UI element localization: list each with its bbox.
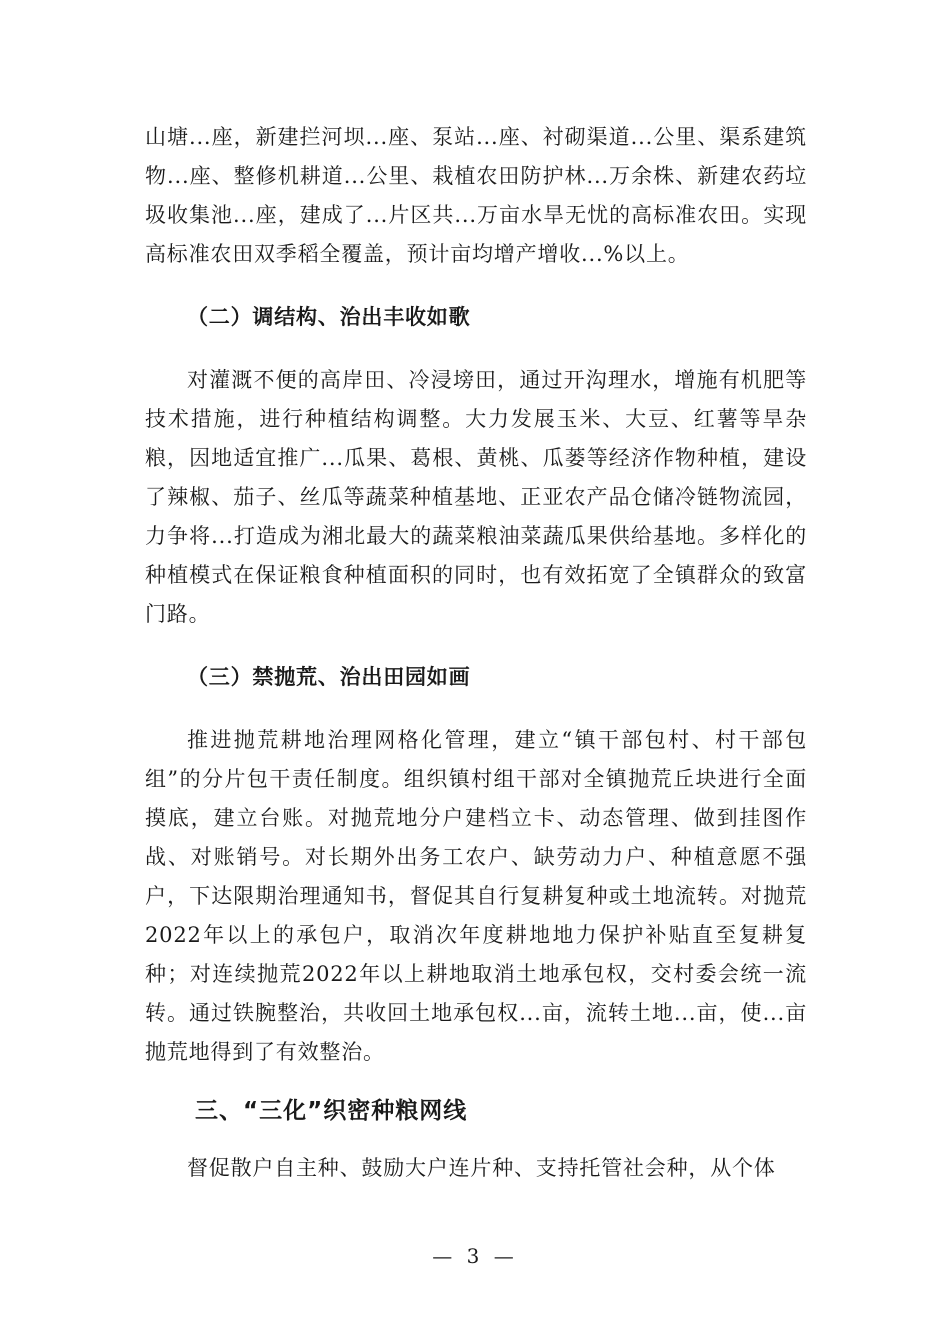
subheading-adjust-structure: （二）调结构、治出丰收如歌: [187, 305, 471, 329]
paragraph-continued: 山塘...座，新建拦河坝...座、泵站...座、衬砌渠道...公里、渠系建筑物...座、整修机耕道...公里、栽植农田防护林...万余株、新建农药垃圾收集池...座，建成了...片区共...万亩水旱无忧的高标准农田。实现高标准农田双季稻全覆盖，预计亩均增产增收...%以上。: [145, 125, 807, 266]
page-number: — 3 —: [432, 1244, 518, 1268]
paragraph-planting-network: 督促散户自主种、鼓励大户连片种、支持托管社会种，从个体: [187, 1156, 776, 1180]
paragraph-abandoned-land: 推进抛荒耕地治理网格化管理，建立“镇干部包村、村干部包组”的分片包干责任制度。组织镇村组干部对全镇抛荒丘块进行全面摸底，建立台账。对抛荒地分户建档立卡、动态管理、做到挂图作战、对账销号。对长期外出务工农户、缺劳动力户、种植意愿不强户，下达限期治理通知书，督促其自行复耕复种或土地流转。对抛荒2022年以上的承包户，取消次年度耕地地力保护补贴直至复耕复种；对连续抛荒2022年以上耕地取消土地承包权，交村委会统一流转。通过铁腕整治，共收回土地承包权...亩，流转土地...亩，使...亩抛荒地得到了有效整治。: [145, 728, 807, 1064]
paragraph-structure-adjustment: 对灌溉不便的高岸田、冷浸塝田，通过开沟理水，增施有机肥等技术措施，进行种植结构调整。大力发展玉米、大豆、红薯等旱杂粮，因地适宜推广...瓜果、葛根、黄桃、瓜蒌等经济作物种植，建设了辣椒、茄子、丝瓜等蔬菜种植基地、正亚农产品仓储冷链物流园，力争将...打造成为湘北最大的蔬菜粮油菜蔬瓜果供给基地。多样化的种植模式在保证粮食种植面积的同时，也有效拓宽了全镇群众的致富门路。: [145, 368, 807, 626]
section-title-three: 三、“三化”织密种粮网线: [195, 1098, 468, 1124]
subheading-ban-abandonment: （三）禁抛荒、治出田园如画: [187, 665, 471, 689]
page-body: [145, 118, 807, 1188]
